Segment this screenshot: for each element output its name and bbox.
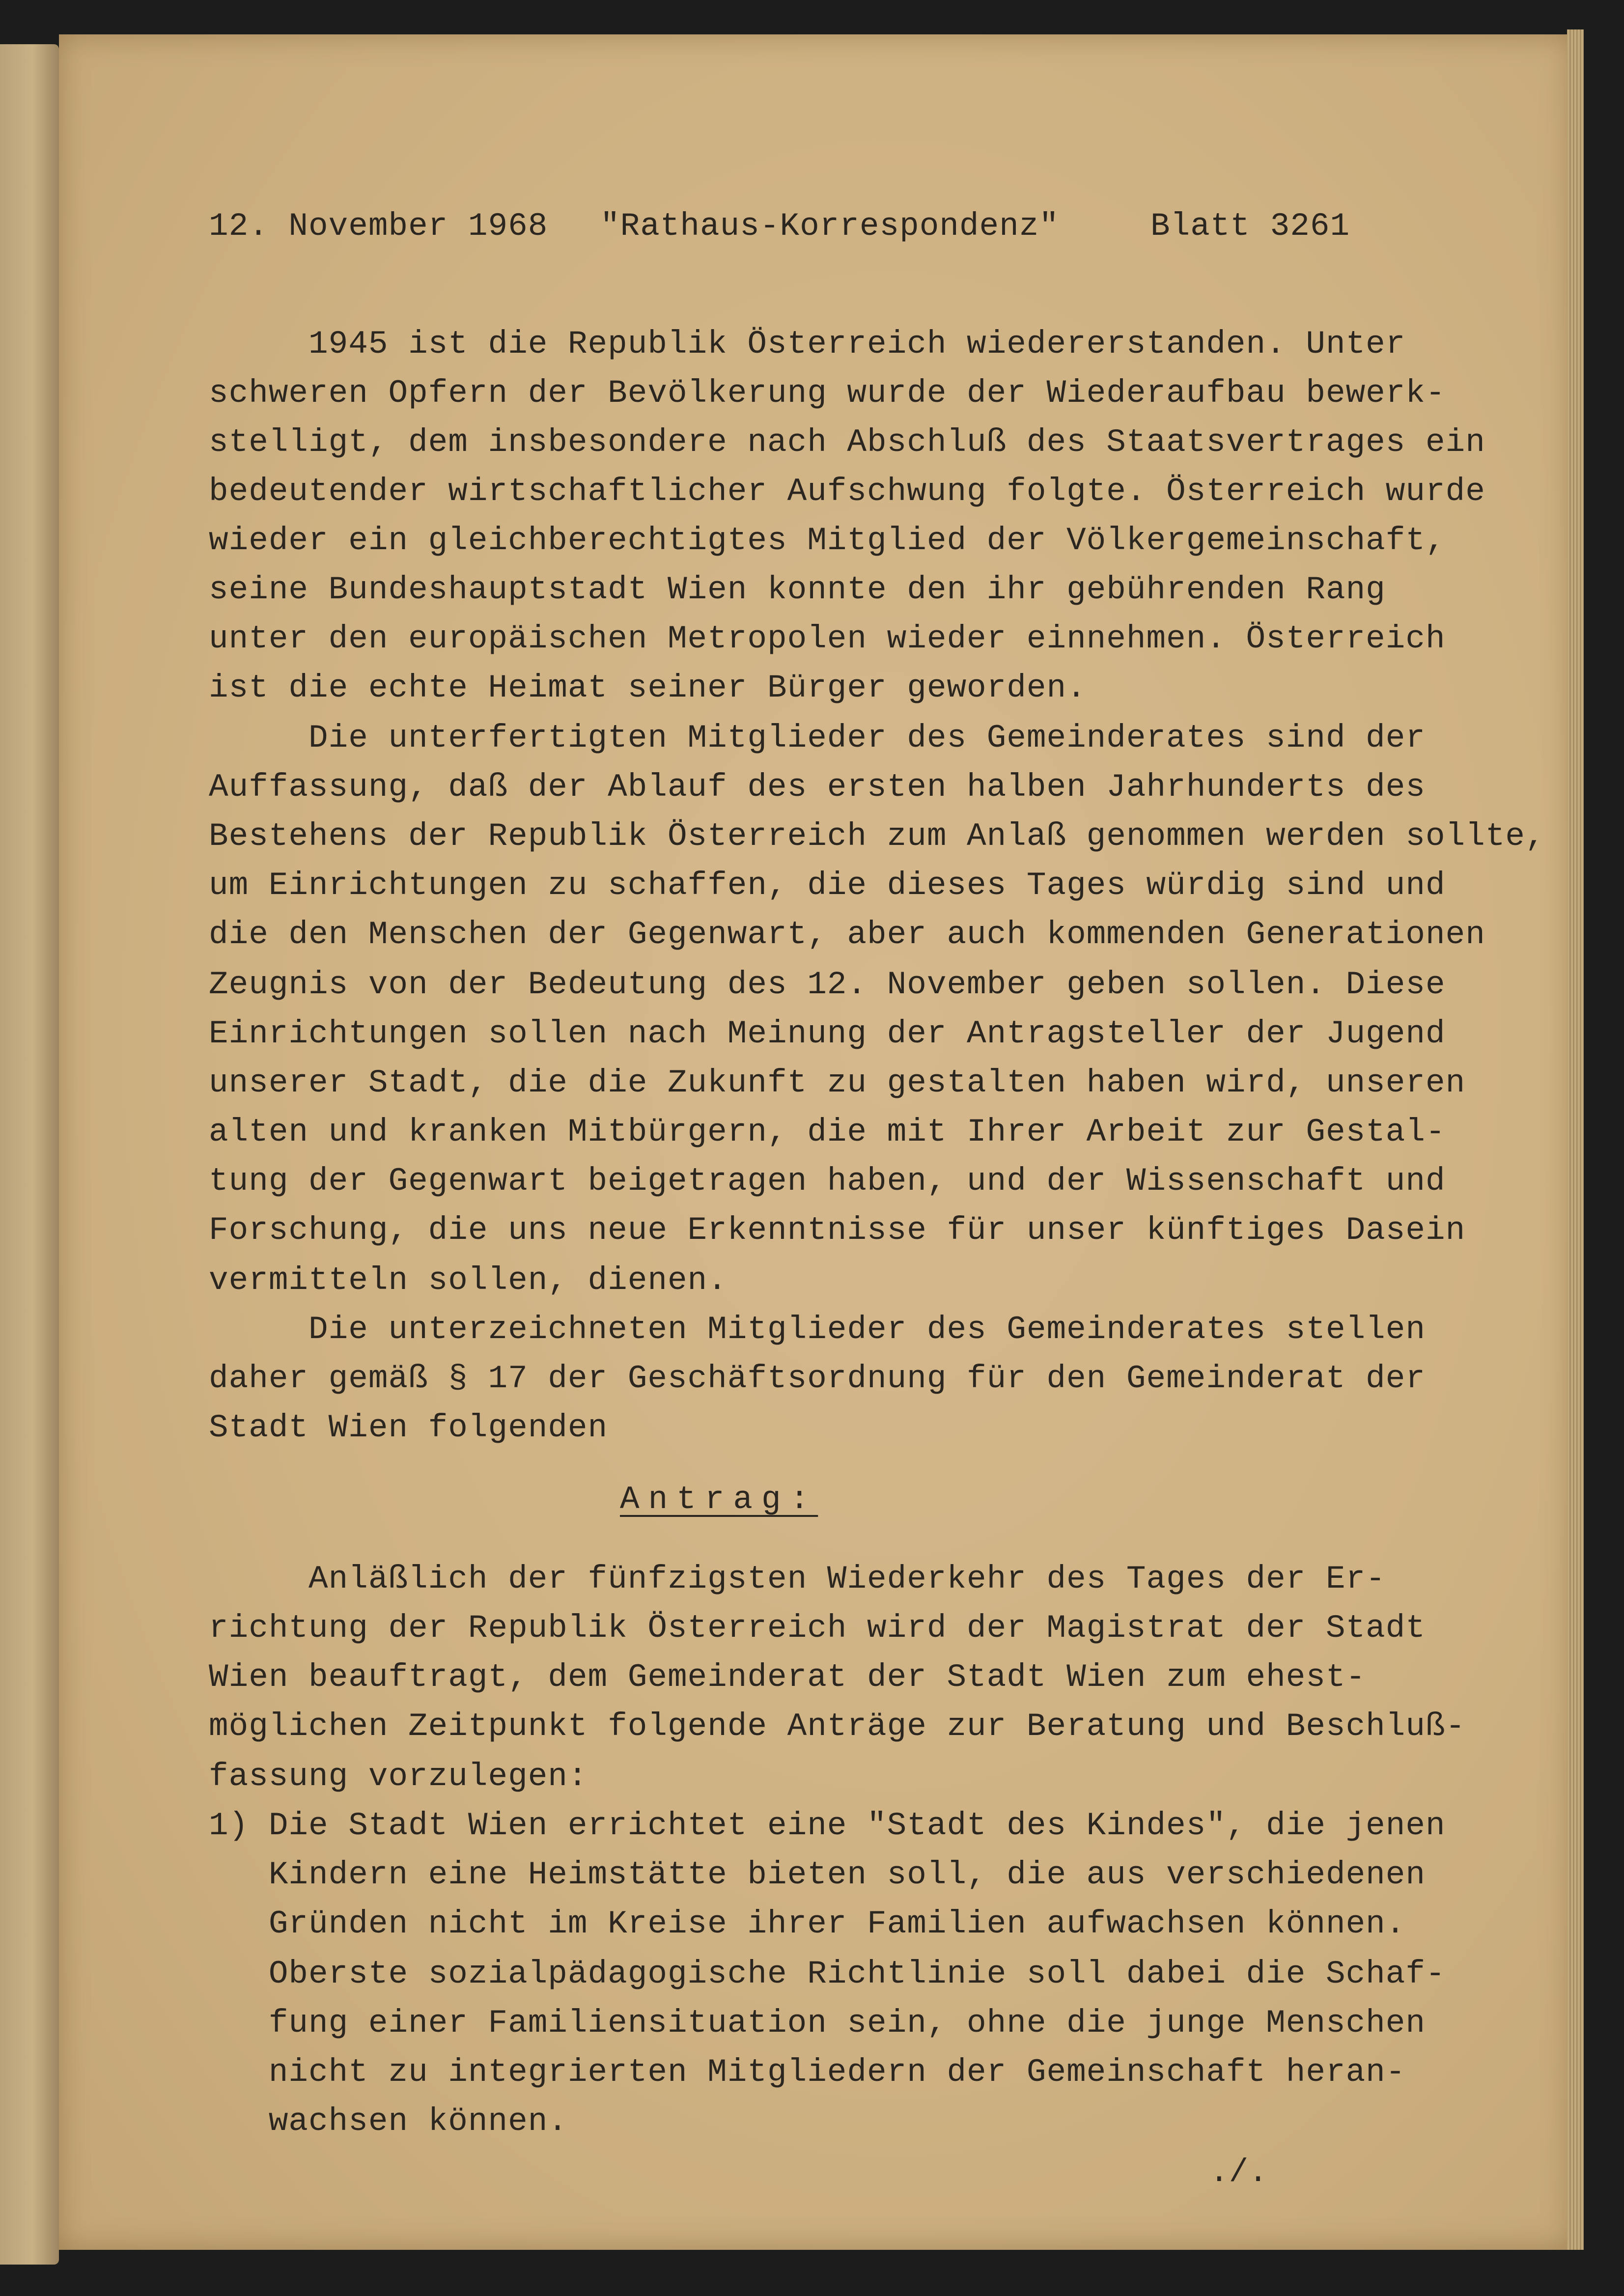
body-line: Einrichtungen sollen nach Meinung der Antragsteller der Jugend	[209, 1015, 1446, 1052]
antrag-line: Oberste sozialpädagogische Richtlinie soll dabei die Schaf-	[209, 1956, 1446, 1992]
body-line: Die unterzeichneten Mitglieder des Gemeinderates stellen	[209, 1311, 1426, 1348]
body-line: vermitteln sollen, dienen.	[209, 1262, 728, 1299]
body-line: 1945 ist die Republik Österreich wiedererstanden. Unter	[209, 326, 1406, 363]
antrag-line: Anläßlich der fünfzigsten Wiederkehr des Tages der Er-	[209, 1561, 1386, 1597]
body-line: ist die echte Heimat seiner Bürger geworden.	[209, 670, 1087, 706]
antrag-line: Gründen nicht im Kreise ihrer Familien aufwachsen können.	[209, 1905, 1406, 1942]
body-line: Auffassung, daß der Ablauf des ersten halben Jahrhunderts des	[209, 769, 1426, 806]
body-line: um Einrichtungen zu schaffen, die dieses Tages würdig sind und	[209, 867, 1446, 904]
body-line: daher gemäß § 17 der Geschäftsordnung für den Gemeinderat der	[209, 1360, 1426, 1397]
antrag-list-item: 1) Die Stadt Wien errichtet eine "Stadt des Kindes", die jenen	[209, 1807, 1446, 1844]
body-line: unserer Stadt, die die Zukunft zu gestalten haben wird, unseren	[209, 1064, 1466, 1101]
antrag-heading: Antrag:	[620, 1481, 818, 1518]
body-line: Forschung, die uns neue Erkenntnisse für unser künftiges Dasein	[209, 1212, 1466, 1249]
antrag-line: Wien beauftragt, dem Gemeinderat der Stadt Wien zum ehest-	[209, 1659, 1366, 1696]
book-edge-left	[0, 44, 59, 2265]
header-publication: "Rathaus-Korrespondenz"	[600, 208, 1059, 245]
body-line: Die unterfertigten Mitglieder des Gemeinderates sind der	[209, 720, 1426, 756]
antrag-line: fassung vorzulegen:	[209, 1758, 588, 1795]
body-line: wieder ein gleichberechtigtes Mitglied der Völkergemeinschaft,	[209, 522, 1446, 559]
antrag-line: Kindern eine Heimstätte bieten soll, die aus verschiedenen	[209, 1856, 1426, 1893]
antrag-line: richtung der Republik Österreich wird der Magistrat der Stadt	[209, 1610, 1426, 1647]
antrag-line: nicht zu integrierten Mitgliedern der Gemeinschaft heran-	[209, 2054, 1406, 2091]
body-line: Bestehens der Republik Österreich zum Anlaß genommen werden sollte,	[209, 818, 1545, 855]
body-line: Zeugnis von der Bedeutung des 12. November geben sollen. Diese	[209, 966, 1446, 1003]
body-line: tung der Gegenwart beigetragen haben, und der Wissenschaft und	[209, 1163, 1446, 1200]
body-line: seine Bundeshauptstadt Wien konnte den ihr gebührenden Rang	[209, 571, 1386, 608]
continuation-mark: ./.	[1209, 2154, 1268, 2191]
header-date: 12. November 1968	[209, 208, 548, 245]
body-line: stelligt, dem insbesondere nach Abschluß des Staatsvertrages ein	[209, 424, 1485, 461]
antrag-line: fung einer Familiensituation sein, ohne die junge Menschen	[209, 2005, 1426, 2042]
body-line: unter den europäischen Metropolen wieder einnehmen. Österreich	[209, 620, 1446, 657]
body-line: die den Menschen der Gegenwart, aber auch kommenden Generationen	[209, 916, 1485, 953]
body-line: alten und kranken Mitbürgern, die mit Ihrer Arbeit zur Gestal-	[209, 1114, 1446, 1150]
body-line: schweren Opfern der Bevölkerung wurde der Wiederaufbau bewerk-	[209, 375, 1446, 412]
antrag-line: wachsen können.	[209, 2103, 568, 2140]
body-line: bedeutender wirtschaftlicher Aufschwung folgte. Österreich wurde	[209, 473, 1485, 510]
book-edge-right	[1567, 29, 1584, 2250]
antrag-line: möglichen Zeitpunkt folgende Anträge zur Beratung und Beschluß-	[209, 1708, 1466, 1745]
body-line: Stadt Wien folgenden	[209, 1409, 608, 1446]
header-sheet-number: Blatt 3261	[1150, 208, 1350, 245]
